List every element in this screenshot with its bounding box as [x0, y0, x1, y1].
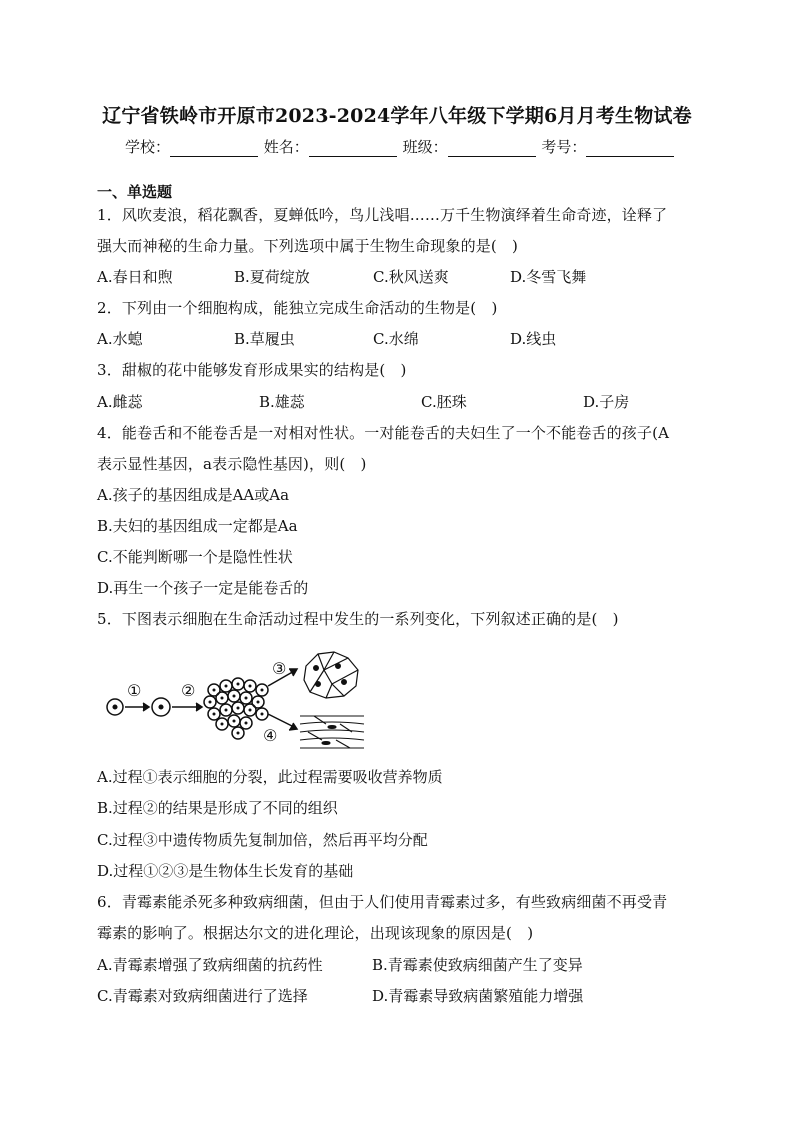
question-4-option-a: A.孩子的基因组成是AA或Aa [97, 486, 290, 504]
name-blank[interactable] [309, 141, 397, 157]
question-3-option-c: C.胚珠 [421, 393, 467, 411]
section-heading: 一、单选题 [97, 183, 173, 201]
question-6-option-a: A.青霉素增强了致病细菌的抗药性 [97, 956, 323, 974]
question-6-option-d: D.青霉素导致病菌繁殖能力增强 [372, 987, 584, 1005]
tissue-3 [304, 652, 358, 698]
question-2-option-b: B.草履虫 [234, 330, 295, 348]
question-2-option-d: D.线虫 [510, 330, 557, 348]
question-2-option-c: C.水绵 [373, 330, 419, 348]
question-1-option-a: A.春日和煦 [97, 268, 173, 286]
question-1-line-1: 1．风吹麦浪，稻花飘香，夏蝉低吟，鸟儿浅唱……万千生物演绎着生命奇迹，诠释了 [97, 206, 668, 224]
question-4-option-d: D.再生一个孩子一定是能卷舌的 [97, 579, 309, 597]
question-1-option-d: D.冬雪飞舞 [510, 268, 587, 286]
question-6-line-2: 霉素的影响了。根据达尔文的进化理论，出现该现象的原因是( ) [97, 924, 534, 942]
school-label: 学校： [125, 138, 171, 156]
label-2: ② [181, 681, 196, 700]
question-6-line-1: 6．青霉素能杀死多种致病细菌，但由于人们使用青霉素过多，有些致病细菌不再受青 [97, 893, 668, 911]
question-4-option-b: B.夫妇的基因组成一定都是Aa [97, 517, 298, 535]
question-2-line-1: 2．下列由一个细胞构成，能独立完成生命活动的生物是( ) [97, 299, 498, 317]
exam-title: 辽宁省铁岭市开原市2023-2024学年八年级下学期6月月考生物试卷 [102, 105, 692, 127]
question-1-line-2: 强大而神秘的生命力量。下列选项中属于生物生命现象的是( ) [97, 237, 519, 255]
number-label: 考号： [541, 138, 587, 156]
question-5-option-c: C.过程③中遗传物质先复制加倍，然后再平均分配 [97, 831, 428, 849]
name-label: 姓名： [263, 138, 309, 156]
question-3-option-b: B.雄蕊 [259, 393, 305, 411]
label-1: ① [127, 681, 142, 700]
class-blank[interactable] [448, 141, 536, 157]
label-4: ④ [263, 726, 278, 745]
label-3: ③ [272, 659, 287, 678]
question-5-option-b: B.过程②的结果是形成了不同的组织 [97, 799, 338, 817]
question-6-option-b: B.青霉素使致病细菌产生了变异 [372, 956, 583, 974]
number-blank[interactable] [586, 141, 674, 157]
question-5-line-1: 5．下图表示细胞在生命活动过程中发生的一系列变化，下列叙述正确的是( ) [97, 610, 619, 628]
question-2-option-a: A.水螅 [97, 330, 143, 348]
tissue-4 [300, 716, 364, 748]
question-3-option-a: A.雌蕊 [97, 393, 143, 411]
question-4-line-2: 表示显性基因，a表示隐性基因)，则( ) [97, 455, 367, 473]
question-6-option-c: C.青霉素对致病细菌进行了选择 [97, 987, 308, 1005]
question-1-option-b: B.夏荷绽放 [234, 268, 310, 286]
question-4-line-1: 4．能卷舌和不能卷舌是一对相对性状。一对能卷舌的夫妇生了一个不能卷舌的孩子(A [97, 424, 670, 442]
student-info-line [125, 136, 675, 157]
question-3-line-1: 3．甜椒的花中能够发育形成果实的结构是( ) [97, 361, 407, 379]
question-1-option-c: C.秋风送爽 [373, 268, 449, 286]
class-label: 班级： [402, 138, 448, 156]
question-4-option-c: C.不能判断哪一个是隐性性状 [97, 548, 293, 566]
cell-process-figure [100, 646, 372, 758]
question-3-option-d: D.子房 [583, 393, 630, 411]
cell-cluster [204, 678, 268, 739]
question-5-option-a: A.过程①表示细胞的分裂，此过程需要吸收营养物质 [97, 768, 443, 786]
question-5-option-d: D.过程①②③是生物体生长发育的基础 [97, 862, 354, 880]
school-blank[interactable] [170, 141, 258, 157]
